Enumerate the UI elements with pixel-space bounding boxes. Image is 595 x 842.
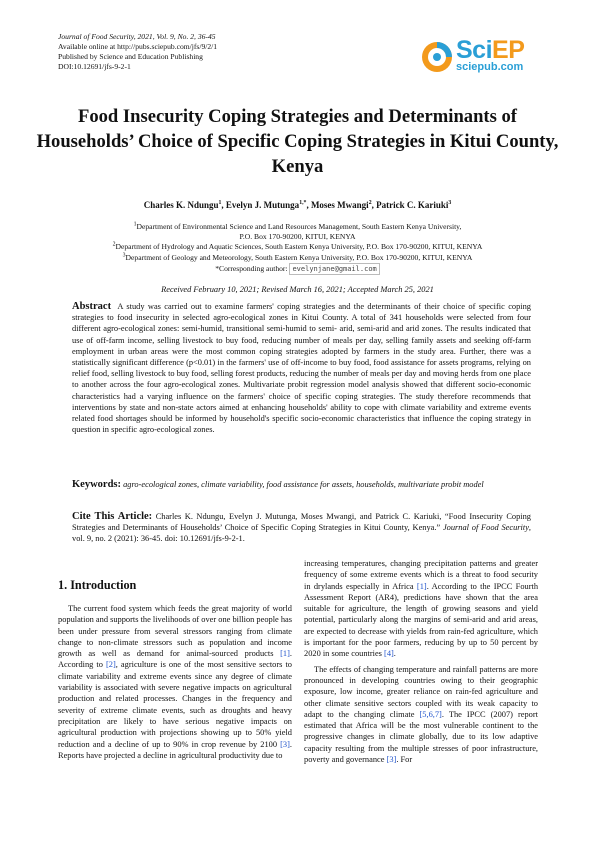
abstract-text: A study was carried out to examine farmers' coping strategies and the determinants of their choice of specific coping strategies to food insecurity in selected agro-ecological zones in Kitui County. A total of 341 households were selected from four different agro-ecological zones: semi-humid, transitional semi-humid to semi- arid, semi-arid and arid zones. The results indicated that use of off-farm income, selling livestock to buy food, reducing number of meals per day, selling family assets and seeking off-farm employment in urban areas were the most common coping strategies adopted by farmers in the study area. Further, there was a statistically significant difference (p<0.01) in the farmers' use of off-income to buy food, food assistance for assets programs, relying on relief food, selling livestock to buy food, selling forest products, reducing the number of meals per day and moving herds from one place to another across the four agro-ecological zones. Multivariate probit regression model analysis showed that different socio-economic characteristics had a varying influence on the farmers' choice of specific coping strategies. The study therefore recommends that interventions by state and non-state actors aimed at enhancing households' ability to cope with climate variability and extreme events related food shortages should be informed by household's specific socio-economic characteristics that influence the coping strategy in question in specific agro-ecological zones.: [72, 302, 531, 435]
corresponding-author: *Corresponding author: evelynjane@gmail.com: [30, 263, 565, 275]
citation-link[interactable]: [3]: [386, 755, 397, 765]
author-name: Moses Mwangi: [310, 200, 369, 210]
citation-link[interactable]: [5,6,7]: [419, 709, 442, 719]
citation-link[interactable]: [4]: [384, 649, 394, 659]
logo-url-text: sciepub.com: [456, 61, 524, 73]
affiliations: [30, 222, 565, 275]
author-name: Evelyn J. Mutunga: [225, 200, 300, 210]
paragraph: The current food system which feeds the great majority of world population and supports the livelihoods of over one billion people has been under pressure from several stressors ranging from climate change to non-climate stressors such as population and income growth as well as demand for animal-sourced products [1]. According to [2], agriculture is one of the most sensitive sectors to climate variability and extreme events since any degree of climate variability is associated with severe negative impacts on agricultural production and related processes. Changes in the frequency and severity of extreme climate events, such as droughts and heavy precipitation are likely to have serious negative impacts on agricultural production with projections showing up to 50% yield reduction and a decline of up to 90% in crop revenue by 2100 [3]. Reports have projected a decline in agricultural productivity due to: [58, 604, 292, 760]
paragraph: The effects of changing temperature and rainfall patterns are more pronounced in developing countries owing to their geographic exposure, low income, greater reliance on rain-fed agriculture and other climate sensitive sectors coupled with its weak capacity to adapt to the changing climate [5,6,7]. The IPCC (2007) report estimated that Africa will be the most vulnerable continent to the progressive changes in climate globally, due to its low adaptive capacity resulting from the multiple stresses of poor infrastructure, poverty and governance [3]. For: [304, 664, 538, 765]
author-list: Charles K. Ndungu$^1$, Evelyn J. Mutunga$^{1,*}$, Moses Mwangi$^2$, Patrick C. Kariuki$^3$: [143, 200, 452, 210]
logo-sci-text: Sci: [456, 36, 493, 64]
paper-title: Food Insecurity Coping Strategies and Determinants of Households’ Choice of Specific Coping Strategies in Kitui County, Kenya: [36, 106, 559, 177]
keywords: [72, 479, 531, 490]
article-dates: Received February 10, 2021; Revised March 16, 2021; Accepted March 25, 2021: [161, 285, 434, 294]
author-name: Patrick C. Kariuki: [376, 200, 449, 210]
body-column-right: [304, 558, 538, 765]
section-heading: 1. Introduction: [58, 578, 137, 592]
keywords-label: Keywords:: [72, 479, 121, 490]
journal-citation: Journal of Food Security, 2021, Vol. 9, No. 2, 36-45: [58, 32, 216, 41]
affiliation: $^2$Department of Hydrology and Aquatic Sciences, South Eastern Kenya University, P.O. Box 170-90200, KITUI, KENYA: [112, 241, 483, 252]
citation-link[interactable]: [1]: [280, 649, 290, 659]
citation-link[interactable]: [1]: [416, 581, 427, 591]
sciep-logo: [420, 38, 540, 78]
author-name: Charles K. Ndungu: [143, 200, 219, 210]
affiliation: $^1$Department of Environmental Science and Land Resources Management, South Eastern Kenya University,: [133, 221, 462, 231]
affiliation: P.O. Box 170-90200, KITUI, KENYA: [239, 232, 356, 242]
citation-link[interactable]: [2]: [106, 660, 116, 670]
citation-link[interactable]: [3]: [280, 739, 290, 749]
body-column-left: [58, 603, 292, 761]
keywords-text: agro-ecological zones, climate variability, food assistance for assets, households, multivariate probit model: [123, 480, 484, 489]
logo-ep-text: EP: [492, 36, 525, 64]
paragraph: increasing temperatures, changing precipitation patterns and greater frequency of some extreme events which is a threat to food security in drylands especially in Africa [1]. According to the IPCC Fourth Assessment Report (AR4), predictions have shown that the area suitable for agriculture, the length of growing seasons and yield potential, particularly along the margins of semi-arid and arid areas, are expected to decrease with yields from rain-fed agriculture, which is important for the poor farmers, reducing by up to 50 percent by 2020 in some countries [4].: [304, 559, 539, 659]
cite-this-article: Cite This Article: Charles K. Ndungu, Evelyn J. Mutunga, Moses Mwangi, and Patrick C. Kariuki, “Food Insecurity Coping Strategies and Determinants of Households’ Choice of Specific Coping Strategies in Kitui County, Kenya.” Journal of Food Security, vol. 9, no. 2 (2021): 36-45. doi: 10.12691/jfs-9-2-1.: [72, 511, 531, 544]
sciep-globe-icon: [420, 40, 454, 74]
cite-label: Cite This Article:: [72, 511, 153, 522]
available-online: Available online at http://pubs.sciepub.com/jfs/9/2/1: [58, 42, 218, 51]
abstract-label: Abstract: [72, 301, 112, 312]
email-link[interactable]: evelynjane@gmail.com: [289, 263, 379, 275]
journal-meta: [58, 32, 217, 72]
publisher-line: Published by Science and Education Publishing: [58, 52, 203, 61]
doi-line: DOI:10.12691/jfs-9-2-1: [58, 62, 131, 71]
affiliation: $^3$Department of Geology and Meteorology, South Eastern Kenya University, P.O. Box 170-90200, KITUI, KENYA: [122, 252, 473, 262]
abstract: [72, 301, 531, 435]
